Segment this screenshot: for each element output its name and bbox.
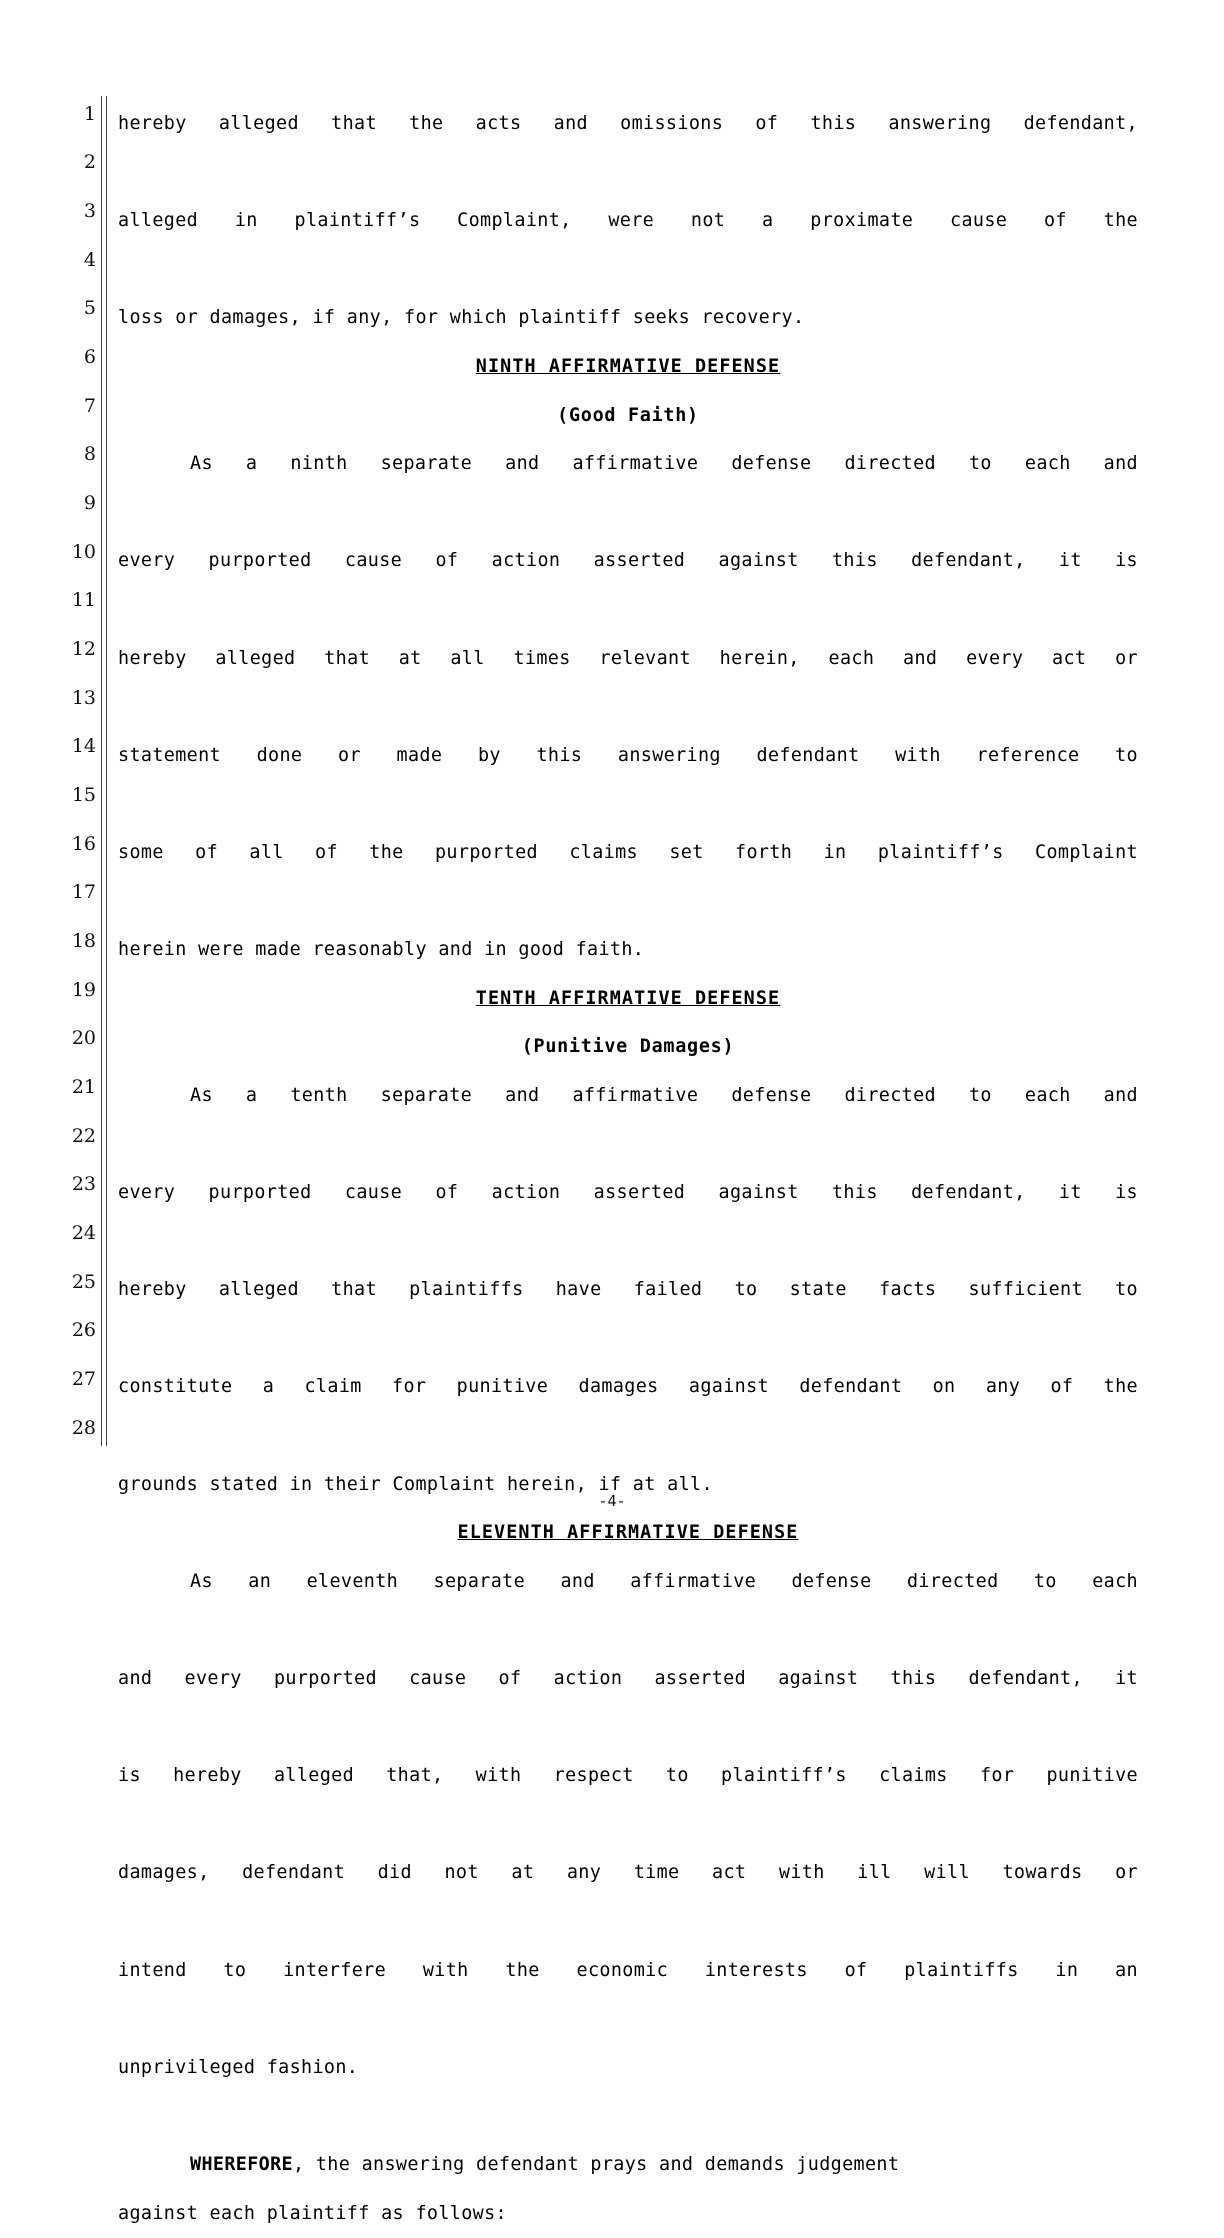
- body-line: every purported cause of action asserted against this defendant, it is: [118, 1182, 1138, 1204]
- paragraph-continued: [118, 100, 1138, 343]
- body-line: some of all of the purported claims set forth in plaintiff’s Complaint: [118, 841, 1138, 863]
- body-line: statement done or made by this answering defendant with reference to: [118, 744, 1138, 766]
- line-number: 7: [83, 395, 96, 417]
- body-line: is hereby alleged that, with respect to plaintiff’s claims for punitive: [118, 1765, 1138, 1787]
- line-number: 11: [71, 589, 96, 611]
- page-number: -4-: [598, 1492, 626, 1510]
- body-line: As a ninth separate and affirmative defense directed to each and: [190, 453, 1138, 475]
- body-line: grounds stated in their Complaint herein, if at all.: [118, 1473, 713, 1495]
- body-line: against each plaintiff as follows:: [118, 2202, 507, 2224]
- line-number: 28: [71, 1417, 96, 1439]
- line-number: 13: [71, 687, 96, 709]
- line-number: 9: [83, 492, 96, 514]
- line-number: 8: [83, 443, 96, 465]
- line-number: 16: [71, 833, 96, 855]
- line-number: 26: [71, 1319, 96, 1341]
- left-margin-rule-outer: [101, 96, 102, 1446]
- body-line: every purported cause of action asserted against this defendant, it is: [118, 550, 1138, 572]
- body-line: damages, defendant did not at any time act with ill will towards or: [118, 1862, 1138, 1884]
- paragraph-eleventh-defense: [118, 1558, 1138, 2093]
- left-margin-rule-inner: [106, 96, 107, 1446]
- heading-ninth-affirmative-defense: [118, 343, 1138, 392]
- subheading-text: (Punitive Damages): [521, 1036, 735, 1058]
- body-line: hereby alleged that the acts and omissions of this answering defendant,: [118, 113, 1138, 134]
- line-number: 25: [71, 1271, 96, 1293]
- heading-text: TENTH AFFIRMATIVE DEFENSE: [475, 987, 781, 1009]
- subheading-text: (Good Faith): [557, 404, 699, 426]
- body-line: hereby alleged that at all times relevant herein, each and every act or: [118, 647, 1138, 669]
- line-number: 23: [71, 1173, 96, 1195]
- line-number: 17: [71, 881, 96, 903]
- line-number: 2: [83, 151, 96, 173]
- body-line: herein were made reasonably and in good faith.: [118, 939, 645, 961]
- heading-text: NINTH AFFIRMATIVE DEFENSE: [475, 355, 781, 377]
- body-line: intend to interfere with the economic interests of plaintiffs in an: [118, 1959, 1138, 1981]
- line-number: 6: [83, 346, 96, 368]
- line-number: 21: [71, 1076, 96, 1098]
- paragraph-ninth-defense: [118, 440, 1138, 975]
- body-line: As a tenth separate and affirmative defense directed to each and: [190, 1084, 1138, 1106]
- line-number: 5: [83, 297, 96, 319]
- heading-tenth-affirmative-defense: [118, 975, 1138, 1024]
- line-number: 12: [71, 638, 96, 660]
- line-number: 3: [83, 200, 96, 222]
- body-line: constitute a claim for punitive damages against defendant on any of the: [118, 1376, 1138, 1398]
- body-line: and every purported cause of action asserted against this defendant, it: [118, 1668, 1138, 1689]
- line-number: 4: [83, 249, 96, 271]
- line-number: 10: [71, 541, 96, 563]
- page-footer: [0, 1492, 1224, 1510]
- paragraph-tenth-defense: [118, 1072, 1138, 1509]
- body-line: unprivileged fashion.: [118, 2056, 359, 2078]
- subheading-good-faith: [118, 392, 1138, 441]
- document-body: [118, 100, 1138, 2238]
- line-number: 24: [71, 1222, 96, 1244]
- line-number: 22: [71, 1125, 96, 1147]
- line-number: 1: [83, 103, 96, 125]
- line-number: 20: [71, 1027, 96, 1049]
- subheading-punitive-damages: [118, 1023, 1138, 1072]
- line-number: 15: [71, 784, 96, 806]
- heading-eleventh-affirmative-defense: [118, 1509, 1138, 1558]
- body-line: hereby alleged that plaintiffs have failed to state facts sufficient to: [118, 1279, 1138, 1301]
- wherefore-rest: , the answering defendant prays and demands judgement: [292, 2153, 900, 2175]
- paragraph-wherefore: [118, 2141, 1138, 2238]
- line-number: 27: [71, 1368, 96, 1390]
- body-line: As an eleventh separate and affirmative defense directed to each: [190, 1570, 1138, 1592]
- body-line: loss or damages, if any, for which plaintiff seeks recovery.: [118, 307, 805, 329]
- blank-line: [118, 2092, 1138, 2141]
- line-number: 19: [71, 979, 96, 1001]
- line-number-column: [60, 96, 96, 1446]
- heading-text: ELEVENTH AFFIRMATIVE DEFENSE: [457, 1522, 799, 1544]
- body-line: alleged in plaintiff’s Complaint, were not a proximate cause of the: [118, 210, 1138, 232]
- line-number: 18: [71, 930, 96, 952]
- wherefore-label: WHEREFORE: [190, 2153, 293, 2175]
- body-line: [118, 2141, 1138, 2190]
- line-number: 14: [71, 735, 96, 757]
